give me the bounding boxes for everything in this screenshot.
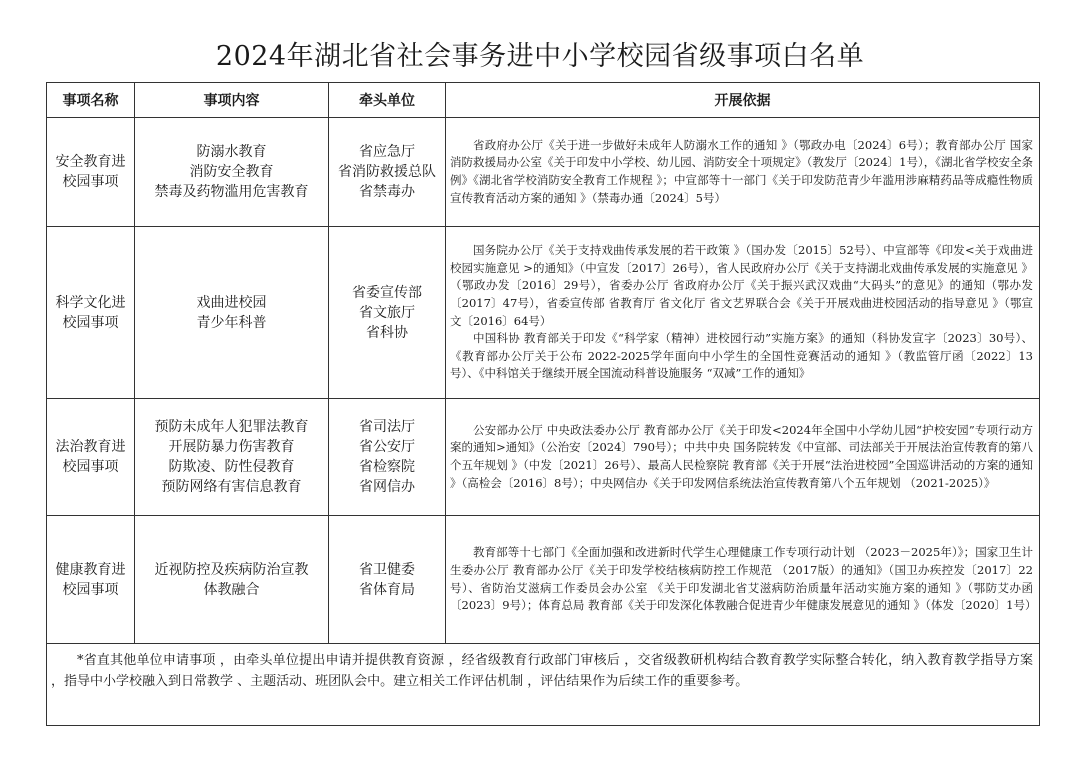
item-basis	[446, 516, 1040, 644]
item-content	[135, 516, 329, 644]
item-lead	[329, 118, 446, 227]
item-name: 健康教育进校园事项	[47, 516, 135, 644]
item-name: 科学文化进校园事项	[47, 227, 135, 399]
table-row	[47, 227, 1040, 399]
content-line: 青少年科普	[196, 314, 267, 331]
lead-unit: 省应急厅	[359, 144, 415, 160]
header-name: 事项名称	[47, 83, 135, 118]
lead-unit: 省体育局	[359, 581, 415, 598]
item-content	[135, 399, 329, 516]
content-line: 戏曲进校园	[196, 294, 267, 311]
content-line: 防溺水教育	[196, 144, 267, 160]
content-line: 防欺凌、防性侵教育	[168, 459, 295, 475]
item-name: 法治教育进校园事项	[47, 399, 135, 516]
content-line: 预防网络有害信息教育	[161, 479, 302, 495]
item-basis	[446, 399, 1040, 516]
item-basis	[446, 227, 1040, 399]
lead-unit: 省检察院	[359, 459, 415, 475]
item-lead	[329, 227, 446, 399]
item-content	[135, 118, 329, 227]
item-name: 安全教育进校园事项	[47, 118, 135, 227]
table-row	[47, 118, 1040, 227]
content-line: 开展防暴力伤害教育	[168, 439, 295, 455]
header-basis: 开展依据	[446, 83, 1040, 118]
basis-paragraph: 教育部等十七部门《全面加强和改进新时代学生心理健康工作专项行动计划 （2023－2025年）》；国家卫生计生委办公厅 教育部办公厅《关于印发学校结核病防控工作规范 （2017版）的通知》（国卫办疾控发〔2017〕22号）、省防治艾滋病工作委员会办公室 《关于印发湖北省艾滋病防治质量年活动实施方案的通知 》（鄂防艾办函〔2023〕9号）；体育总局 教育部《关于印发深化体教融合促进青少年健康发展意见的通知 》（体发〔2020〕1号）	[450, 545, 1037, 613]
lead-unit: 省卫健委	[359, 561, 415, 578]
lead-unit: 省委宣传部	[352, 284, 422, 301]
table-row	[47, 399, 1040, 516]
page-title: 2024年湖北省社会事务进中小学校园省级事项白名单	[215, 41, 865, 72]
footnote-cell	[47, 644, 1040, 726]
content-line: 体教融合	[203, 581, 260, 598]
lead-unit: 省消防救援总队	[338, 164, 436, 180]
content-line: 禁毒及药物滥用危害教育	[154, 184, 309, 200]
basis-paragraph: 公安部办公厅 中央政法委办公厅 教育部办公厅《关于印发<2024年全国中小学幼儿园“护校安园”专项行动方案的通知>通知》（公治安〔2024〕790号）；中共中央 国务院转发《中宣部、司法部关于开展法治宣传教育的第八个五年规划 》（中发〔2021〕26号）、最高人民检察院 教育部《关于开展“法治进校园”全国巡讲活动的方案的通知 》（高检会〔2016〕8号）；中央网信办《关于印发网信系统法治宣传教育第八个五年规划 （2021-2025）》	[450, 422, 1033, 490]
table-header-row	[47, 83, 1040, 118]
table-row	[47, 516, 1040, 644]
lead-unit: 省文旅厅	[359, 304, 415, 321]
item-basis	[446, 118, 1040, 227]
content-line: 预防未成年人犯罪法教育	[154, 419, 309, 435]
header-content: 事项内容	[135, 83, 329, 118]
note-row	[47, 644, 1040, 726]
lead-unit: 省司法厅	[359, 419, 415, 435]
basis-paragraph: 中国科协 教育部关于印发《“科学家（精神）进校园行动”实施方案》的通知（科协发宣字〔2023〕30号）、《教育部办公厅关于公布 2022-2025学年面向中小学生的全国性竞赛活动的通知 》（教监管厅函〔2022〕13号）、《中科馆关于继续开展全国流动科普设施服务 “双减”工作的通知》	[450, 331, 1033, 381]
whitelist-table	[46, 82, 1040, 726]
header-lead: 牵头单位	[329, 83, 446, 118]
footnote-text: *省直其他单位申请事项 ，由牵头单位提出申请并提供教育资源 ，经省级教育行政部门审核后 ，交省级教研机构结合教育教学实际整合转化，纳入教育教学指导方案 ，指导中小学校融入到日常教学 、主题活动、班团队会中。建立相关工作评估机制 ，评估结果作为后续工作的重要参考。	[51, 653, 1033, 689]
basis-paragraph: 国务院办公厅《关于支持戏曲传承发展的若干政策 》（国办发〔2015〕52号）、中宣部等《印发<关于戏曲进校园实施意见 >的通知》（中宣发〔2017〕26号），省人民政府办公厅《关于支持湖北戏曲传承发展的实施意见 》（鄂政办发〔2016〕29号），省委办公厅 省政府办公厅《关于振兴武汉戏曲“大码头”的意见》的通知（鄂办发〔2017〕47号），省委宣传部 省教育厅 省文化厅 省文艺界联合会《关于开展戏曲进校园活动的指导意见 》（鄂宣文〔2016〕64号）	[450, 243, 1033, 328]
item-content	[135, 227, 329, 399]
content-line: 近视防控及疾病防治宣教	[154, 561, 309, 578]
lead-unit: 省网信办	[359, 479, 415, 495]
lead-unit: 省禁毒办	[359, 184, 415, 200]
basis-paragraph: 省政府办公厅《关于进一步做好未成年人防溺水工作的通知 》（鄂政办电〔2024〕6号）；教育部办公厅 国家消防救援局办公室《关于印发中小学校、幼儿园、消防安全十项规定》（教发厅〔2024〕1号），《湖北省学校安全条例》《湖北省学校消防安全教育工作规程 》；中宣部等十一部门《关于印发防范青少年滥用涉麻精药品等成瘾性物质宣传教育活动方案的通知 》（禁毒办通〔2024〕5号）	[450, 137, 1033, 205]
lead-unit: 省科协	[366, 324, 408, 341]
item-lead	[329, 516, 446, 644]
lead-unit: 省公安厅	[359, 439, 415, 455]
item-lead	[329, 399, 446, 516]
content-line: 消防安全教育	[189, 164, 274, 180]
